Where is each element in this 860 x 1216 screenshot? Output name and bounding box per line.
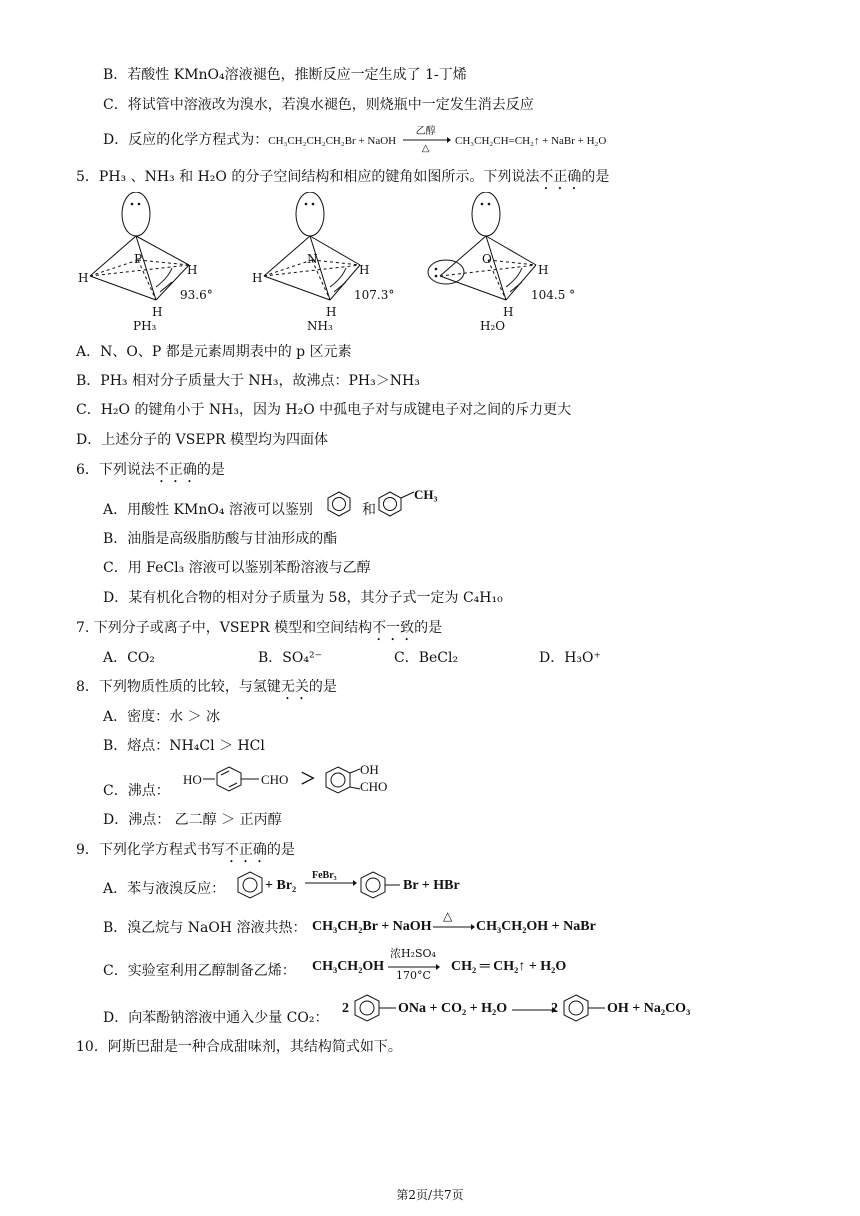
q9-b-right: CH₃CH₂OH + NaBr	[476, 919, 596, 934]
q4-option-d	[103, 126, 607, 154]
q6-and: 和	[362, 502, 376, 518]
q6-option-a: A．用酸性 KMnO₄ 溶液可以鉴别	[103, 502, 313, 518]
nh3-h-bottom: H	[326, 305, 337, 319]
q6-stem-emphasis: 不正确	[154, 462, 197, 478]
q9-stem-end: 的是	[266, 842, 295, 858]
q9-c-left: CH₃CH₂OH	[312, 959, 385, 974]
q6-stem	[76, 460, 225, 486]
nh3-center-atom: N	[307, 252, 318, 266]
q8-stem	[76, 677, 337, 703]
q9-a-product: Br + HBr	[403, 878, 460, 893]
q9-a-br2: + Br₂	[265, 878, 297, 893]
q9-c-cond-bottom: 170°C	[396, 969, 431, 982]
q7-option-b: B．SO₄²⁻	[258, 650, 322, 666]
ph3-name: PH₃	[133, 319, 157, 333]
q9-stem	[76, 840, 295, 866]
q9-stem-emphasis: 不正确	[224, 842, 267, 858]
q4-eq-right: CH₃CH₂CH=CH₂↑ + NaBr + H₂O	[455, 135, 607, 147]
sodium-phenoxide-icon	[352, 993, 398, 1023]
q7-option-a: A．CO₂	[103, 650, 155, 666]
reaction-arrow-icon	[305, 878, 357, 888]
q9-d-right: OH + Na₂CO₃	[607, 1001, 691, 1016]
q9-option-c-label: C．实验室利用乙醇制备乙烯：	[103, 963, 296, 979]
q8-stem-text: 8．下列物质性质的比较，与氢键	[76, 679, 281, 695]
q7-stem-emphasis: 不一致	[372, 620, 415, 636]
q9-stem-text: 9．下列化学方程式书写	[76, 842, 225, 858]
q8-c-gt: ＞	[300, 771, 317, 788]
q5-option-b: B．PH₃ 相对分子质量大于 NH₃，故沸点：PH₃＞NH₃	[76, 373, 420, 389]
q9-d-coef1: 2	[342, 1001, 349, 1016]
h2o-h-bottom: H	[503, 305, 514, 319]
q4-option-c: C．将试管中溶液改为溴水，若溴水褪色，则烧瓶中一定发生消去反应	[103, 97, 534, 113]
ph3-h-left: H	[78, 271, 89, 285]
q9-option-b-label: B．溴乙烷与 NaOH 溶液共热：	[103, 920, 307, 936]
nh3-name: NH₃	[307, 319, 333, 333]
p-hydroxybenzaldehyde-icon	[203, 764, 263, 794]
q4-option-d-prefix: D．反应的化学方程式为：	[103, 132, 269, 148]
q5-option-c: C．H₂O 的键角小于 NH₃，因为 H₂O 中孤电子对与成键电子对之间的斥力更大	[76, 402, 572, 418]
q7-option-c: C．BeCl₂	[394, 650, 459, 666]
q6-option-c: C．用 FeCl₃ 溶液可以鉴别苯酚溶液与乙醇	[103, 560, 371, 576]
q6-ch3: CH₃	[414, 487, 438, 502]
q8-option-d: D．沸点： 乙二醇 ＞ 正丙醇	[103, 812, 282, 828]
q8-c-ho: HO	[183, 772, 202, 787]
nh3-angle: 107.3°	[354, 288, 395, 302]
page-footer: 第2页/共7页	[396, 1188, 464, 1202]
h2o-h-right: H	[538, 263, 549, 277]
q4-eq-left: CH₃CH₂CH₂CH₂Br + NaOH	[268, 135, 397, 147]
nh3-h-left: H	[252, 271, 263, 285]
q8-c-cho: CHO	[261, 772, 289, 787]
h2o-name: H₂O	[480, 319, 506, 333]
q9-b-left: CH₃CH₂Br + NaOH	[312, 919, 432, 934]
q9-b-cond: △	[443, 909, 453, 923]
q7-stem	[76, 618, 442, 644]
reaction-arrow-icon	[512, 1005, 556, 1015]
q4-arrow	[401, 126, 451, 154]
q8-stem-end: 的是	[308, 679, 337, 695]
q8-c-cho2: CHO	[360, 779, 388, 794]
q6-option-b: B．油脂是高级脂肪酸与甘油形成的酯	[103, 531, 338, 547]
reaction-arrow-icon	[433, 922, 475, 932]
q5-option-d: D．上述分子的 VSEPR 模型均为四面体	[76, 432, 329, 448]
nh3-diagram	[264, 192, 360, 300]
q9-option-d-label: D．向苯酚钠溶液中通入少量 CO₂：	[103, 1010, 329, 1026]
q9-c-cond-top: 浓H₂SO₄	[390, 947, 436, 960]
ph3-h-bottom: H	[152, 305, 163, 319]
q8-c-oh: OH	[360, 762, 379, 777]
q8-stem-emphasis: 无关	[280, 679, 309, 695]
q5-stem	[76, 167, 609, 193]
q5-option-a: A．N、O、P 都是元素周期表中的 p 区元素	[76, 344, 352, 360]
phenol-icon	[561, 993, 607, 1023]
q6-stem-text: 6．下列说法	[76, 462, 155, 478]
h2o-angle: 104.5 °	[531, 288, 576, 302]
q9-c-right: CH₂ ═ CH₂↑ + H₂O	[451, 959, 567, 974]
q4-cond-top: 乙醇	[415, 126, 436, 137]
ph3-center-atom: P	[134, 252, 143, 266]
q9-option-a-label: A．苯与液溴反应：	[103, 881, 226, 897]
q10-stem: 10．阿斯巴甜是一种合成甜味剂，其结构简式如下。	[76, 1039, 402, 1055]
q4-option-b: B．若酸性 KMnO₄溶液褪色，推断反应一定生成了 1-丁烯	[103, 67, 467, 83]
h2o-center-atom: O	[482, 252, 492, 266]
q8-option-a: A．密度：水 ＞ 冰	[103, 709, 221, 725]
q9-d-mid: ONa + CO₂ + H₂O	[398, 1001, 508, 1016]
q8-option-b: B．熔点：NH₄Cl ＞ HCl	[103, 738, 265, 754]
benzene-icon	[325, 490, 353, 518]
q7-stem-text: 7. 下列分子或离子中，VSEPR 模型和空间结构	[76, 620, 373, 636]
benzene-icon	[235, 870, 265, 900]
q5-stem-end: 的是	[581, 169, 610, 185]
ph3-h-right: H	[187, 263, 198, 277]
q6-stem-end: 的是	[196, 462, 225, 478]
q7-option-d: D．H₃O⁺	[539, 650, 601, 666]
h2o-diagram	[428, 192, 536, 300]
q6-option-d: D．某有机化合物的相对分子质量为 58，其分子式一定为 C₄H₁₀	[103, 590, 503, 606]
ph3-diagram	[90, 192, 189, 300]
q9-d-coef2: 2	[551, 1001, 558, 1016]
q9-a-catalyst: FeBr₃	[312, 870, 337, 881]
q5-stem-emphasis: 不正确	[539, 169, 582, 185]
ph3-angle: 93.6°	[180, 288, 213, 302]
q4-cond-bottom: △	[421, 143, 430, 154]
q8-option-c: C．沸点：	[103, 783, 170, 799]
nh3-h-right: H	[359, 263, 370, 277]
bromobenzene-icon	[358, 870, 402, 900]
o-hydroxybenzaldehyde-icon	[320, 763, 360, 797]
q7-stem-end: 的是	[414, 620, 443, 636]
q5-stem-text: 5．PH₃ 、NH₃ 和 H₂O 的分子空间结构和相应的键角如图所示。下列说法	[76, 169, 540, 185]
